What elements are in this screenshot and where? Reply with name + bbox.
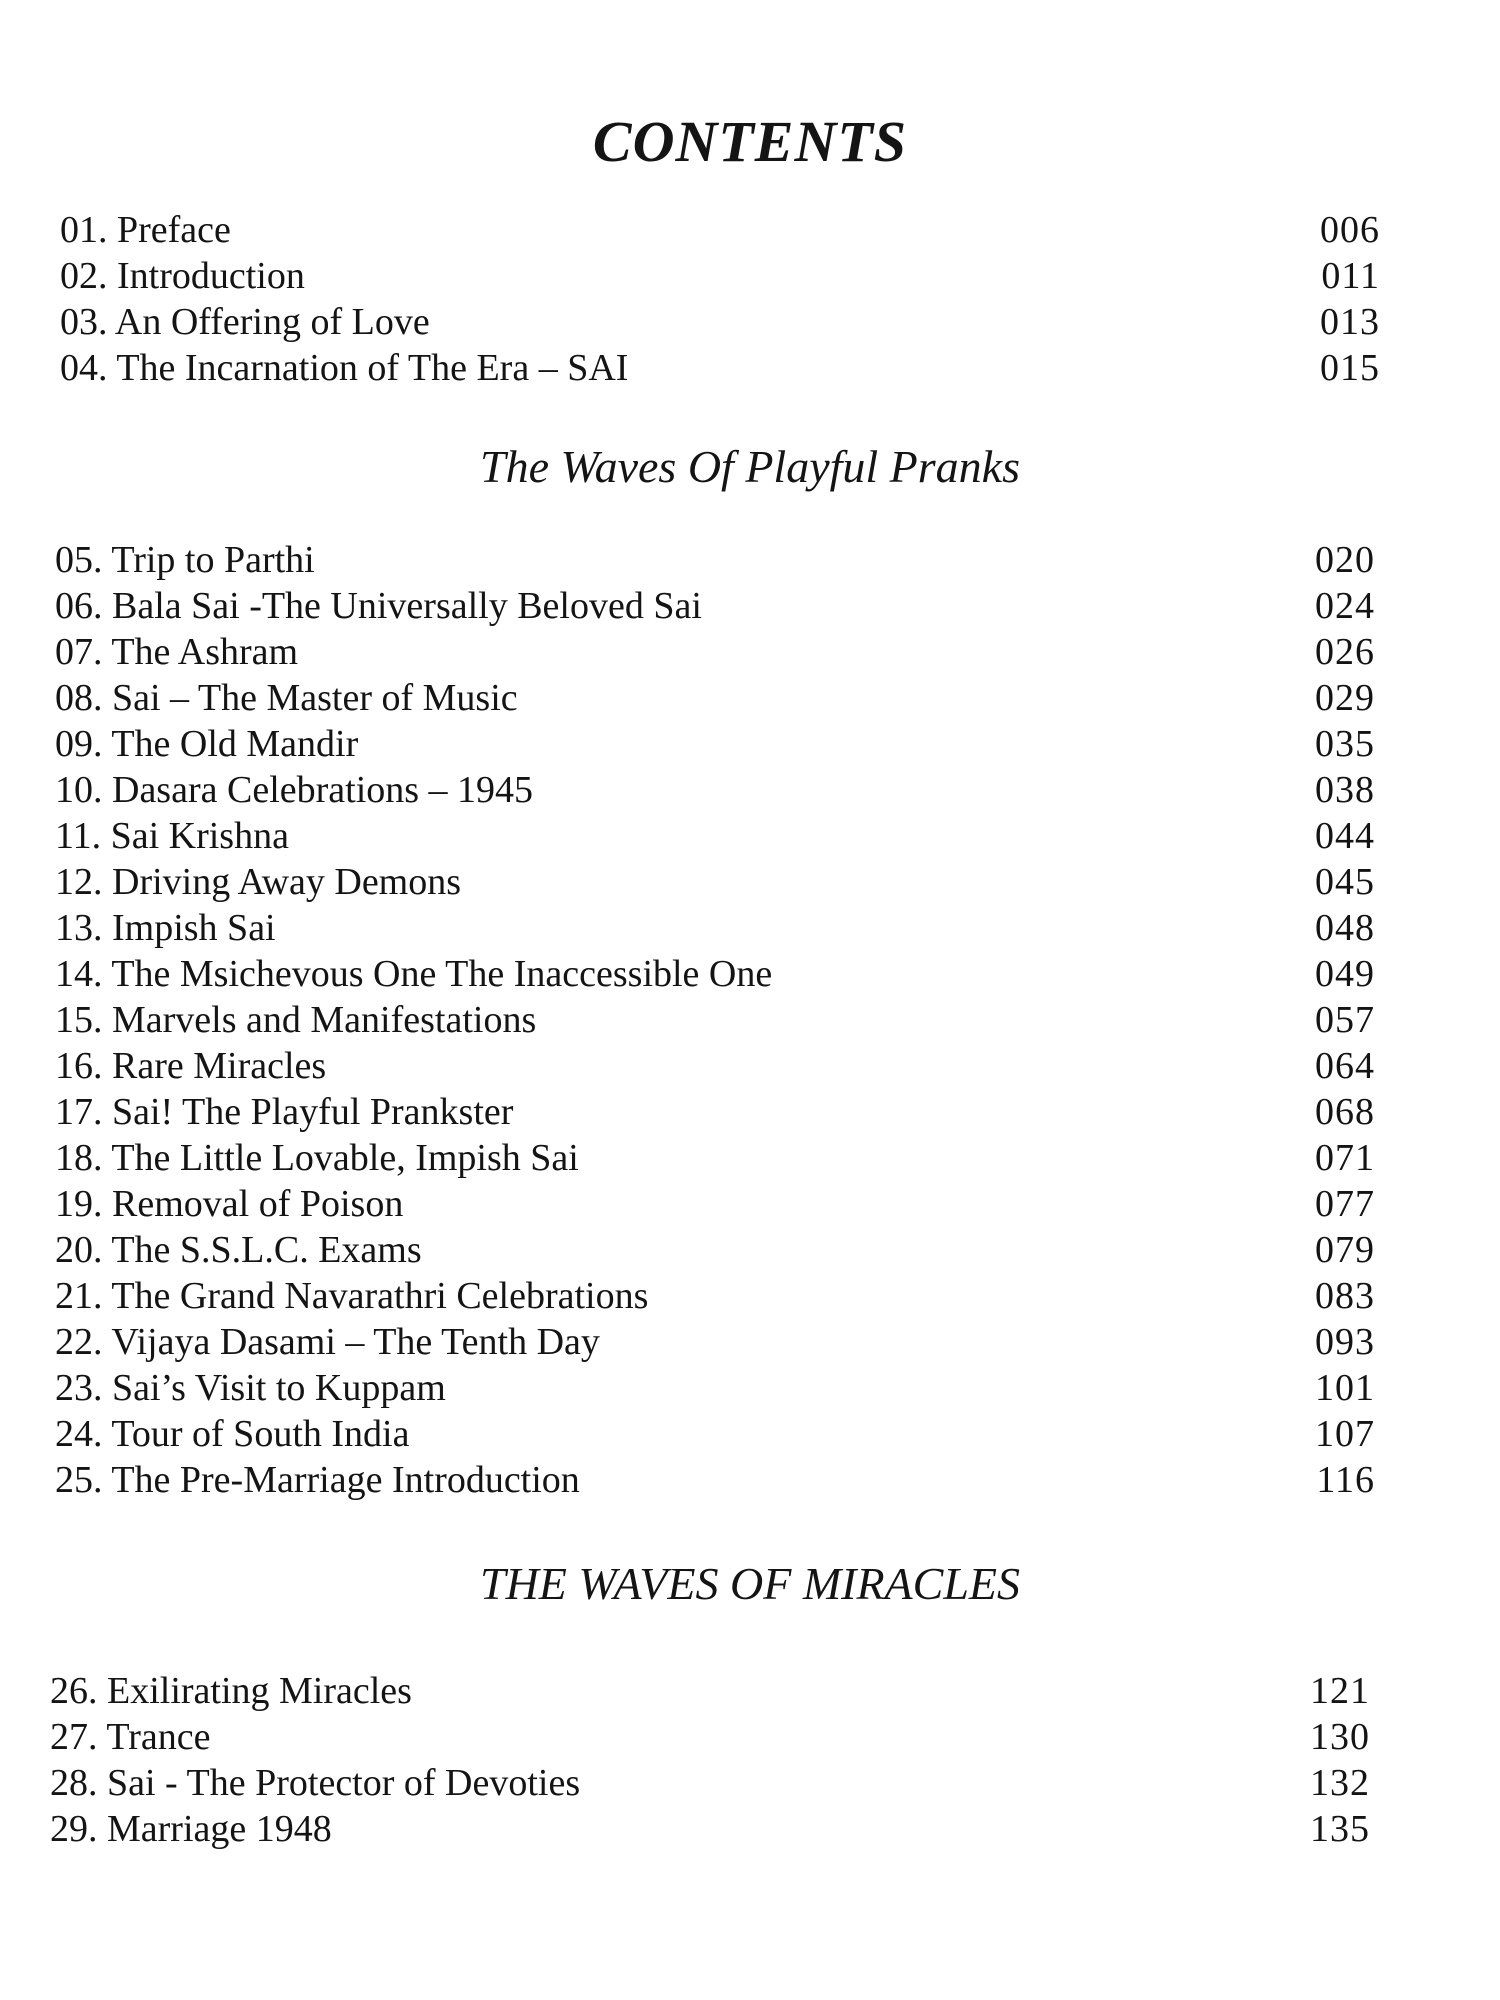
toc-entry-page-number: 068 xyxy=(1315,1091,1375,1133)
toc-entry xyxy=(55,1181,1375,1227)
toc-entry-page-number: 079 xyxy=(1315,1229,1375,1271)
toc-entry-page-number: 130 xyxy=(1310,1716,1370,1758)
toc-entry-title: 23. Sai’s Visit to Kuppam xyxy=(55,1367,446,1409)
toc-entry-title: 16. Rare Miracles xyxy=(55,1045,327,1087)
toc-entry xyxy=(50,1806,1370,1852)
toc-entry xyxy=(55,905,1375,951)
toc-entry-page-number: 020 xyxy=(1315,539,1375,581)
toc-entry xyxy=(55,1227,1375,1273)
toc-entry-title: 12. Driving Away Demons xyxy=(55,861,462,903)
toc-entry-title: 21. The Grand Navarathri Celebrations xyxy=(55,1275,649,1317)
section-title-miracles: THE WAVES OF MIRACLES xyxy=(479,1558,1021,1609)
toc-entry-page-number: 035 xyxy=(1315,723,1375,765)
toc-entry xyxy=(55,629,1375,675)
toc-entry-page-number: 101 xyxy=(1315,1367,1375,1409)
toc-entry xyxy=(60,207,1380,253)
toc-entry-title: 15. Marvels and Manifestations xyxy=(55,999,537,1041)
toc-entry-page-number: 107 xyxy=(1315,1413,1375,1455)
toc-entry-page-number: 083 xyxy=(1315,1275,1375,1317)
toc-entry xyxy=(60,253,1380,299)
toc-entry-page-number: 057 xyxy=(1315,999,1375,1041)
toc-entry-page-number: 049 xyxy=(1315,953,1375,995)
toc-entry-title: 05. Trip to Parthi xyxy=(55,539,315,581)
toc-entry-page-number: 048 xyxy=(1315,907,1375,949)
toc-entry xyxy=(60,299,1380,345)
toc-entry-title: 08. Sai – The Master of Music xyxy=(55,677,518,719)
toc-section-miracles xyxy=(50,1668,1370,1852)
toc-entry-page-number: 045 xyxy=(1315,861,1375,903)
toc-entry xyxy=(55,1089,1375,1135)
toc-entry xyxy=(55,1135,1375,1181)
toc-entry-page-number: 071 xyxy=(1315,1137,1375,1179)
toc-entry-page-number: 015 xyxy=(1320,347,1380,389)
toc-entry-title: 18. The Little Lovable, Impish Sai xyxy=(55,1137,579,1179)
toc-entry-page-number: 064 xyxy=(1315,1045,1375,1087)
toc-entry xyxy=(55,537,1375,583)
toc-entry-title: 17. Sai! The Playful Prankster xyxy=(55,1091,514,1133)
toc-entry-title: 11. Sai Krishna xyxy=(55,815,289,857)
toc-entry-page-number: 026 xyxy=(1315,631,1375,673)
toc-entry xyxy=(55,1319,1375,1365)
toc-front-matter xyxy=(60,207,1380,391)
toc-entry-page-number: 038 xyxy=(1315,769,1375,811)
toc-entry-page-number: 044 xyxy=(1315,815,1375,857)
toc-entry-page-number: 013 xyxy=(1320,301,1380,343)
toc-entry xyxy=(50,1760,1370,1806)
page-title: CONTENTS xyxy=(592,109,908,174)
toc-entry-page-number: 135 xyxy=(1310,1808,1370,1850)
toc-entry xyxy=(55,675,1375,721)
toc-entry xyxy=(55,813,1375,859)
toc-entry-title: 10. Dasara Celebrations – 1945 xyxy=(55,769,534,811)
toc-entry-title: 06. Bala Sai -The Universally Beloved Sai xyxy=(55,585,702,627)
toc-entry xyxy=(50,1714,1370,1760)
toc-entry xyxy=(55,859,1375,905)
toc-section-playful-pranks xyxy=(55,537,1375,1503)
toc-entry-title: 26. Exilirating Miracles xyxy=(50,1670,412,1712)
section-title-playful-pranks: The Waves Of Playful Pranks xyxy=(479,441,1020,492)
toc-entry-page-number: 011 xyxy=(1321,255,1380,297)
toc-entry-page-number: 093 xyxy=(1315,1321,1375,1363)
toc-entry xyxy=(50,1668,1370,1714)
toc-entry-page-number: 121 xyxy=(1310,1670,1370,1712)
toc-entry-title: 02. Introduction xyxy=(60,255,305,297)
toc-entry xyxy=(55,583,1375,629)
toc-entry-title: 24. Tour of South India xyxy=(55,1413,410,1455)
toc-entry xyxy=(55,951,1375,997)
toc-entry-title: 22. Vijaya Dasami – The Tenth Day xyxy=(55,1321,600,1363)
toc-entry-title: 01. Preface xyxy=(60,209,231,251)
toc-entry-page-number: 077 xyxy=(1315,1183,1375,1225)
toc-entry-title: 19. Removal of Poison xyxy=(55,1183,404,1225)
toc-entry-page-number: 132 xyxy=(1310,1762,1370,1804)
toc-entry-title: 25. The Pre-Marriage Introduction xyxy=(55,1459,580,1501)
toc-entry xyxy=(55,767,1375,813)
toc-entry xyxy=(55,1411,1375,1457)
toc-entry xyxy=(55,1043,1375,1089)
toc-entry-page-number: 024 xyxy=(1315,585,1375,627)
toc-entry-page-number: 029 xyxy=(1315,677,1375,719)
toc-entry-title: 04. The Incarnation of The Era – SAI xyxy=(60,347,629,389)
toc-entry-title: 28. Sai - The Protector of Devoties xyxy=(50,1762,581,1804)
toc-entry-title: 07. The Ashram xyxy=(55,631,299,673)
toc-entry xyxy=(55,997,1375,1043)
toc-entry xyxy=(60,345,1380,391)
toc-entry-title: 27. Trance xyxy=(50,1716,211,1758)
toc-entry-page-number: 116 xyxy=(1316,1459,1375,1501)
toc-entry-title: 13. Impish Sai xyxy=(55,907,276,949)
toc-entry xyxy=(55,1273,1375,1319)
toc-entry xyxy=(55,721,1375,767)
toc-entry-title: 29. Marriage 1948 xyxy=(50,1808,332,1850)
toc-entry-title: 03. An Offering of Love xyxy=(60,301,430,343)
toc-entry-title: 09. The Old Mandir xyxy=(55,723,359,765)
toc-entry-title: 14. The Msichevous One The Inaccessible One xyxy=(55,953,773,995)
toc-entry xyxy=(55,1365,1375,1411)
toc-entry xyxy=(55,1457,1375,1503)
toc-entry-page-number: 006 xyxy=(1320,209,1380,251)
toc-entry-title: 20. The S.S.L.C. Exams xyxy=(55,1229,422,1271)
